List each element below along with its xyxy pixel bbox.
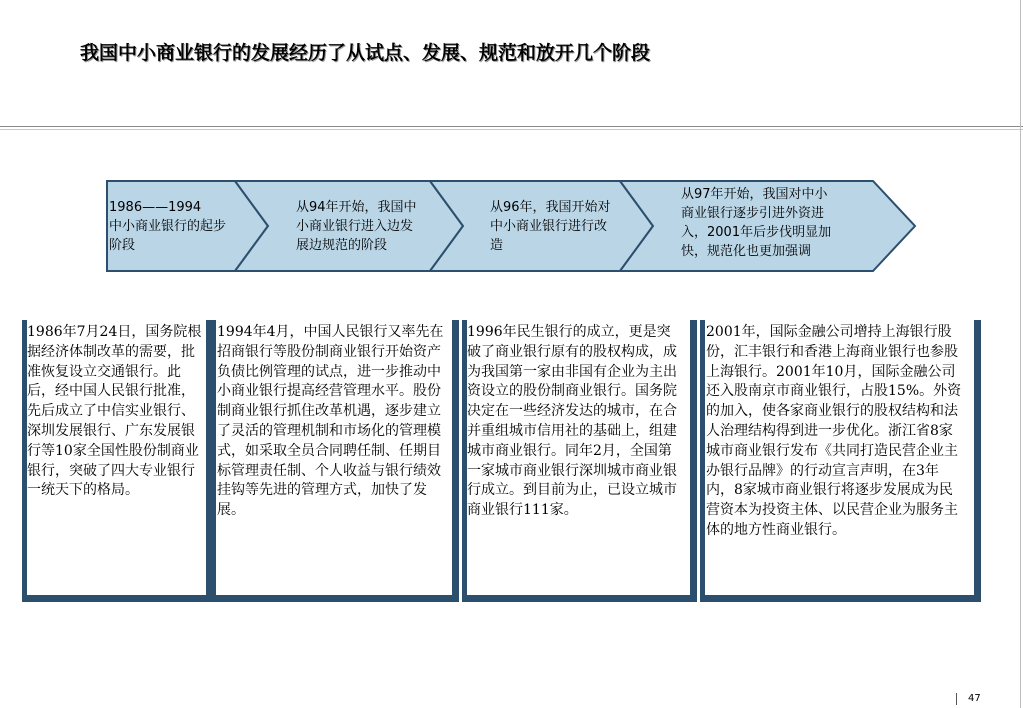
- detail-text-3: 1996年民生银行的成立，更是突破了商业银行原有的股权构成，成为我国第一家由非国有企业为主出资设立的股份制商业银行。国务院决定在一些经济发达的城市，在合并重组城市信用社的基础上，组建城市商业银行。同年2月，全国第一家城市商业银行深圳城市商业银行成立。到目前为止，已设立城市商业银行111家。: [467, 323, 684, 521]
- stage-4-line4: 快，规范化也更加强调: [681, 244, 812, 259]
- stage-4-line2: 商业银行逐步引进外资进: [681, 206, 825, 221]
- stage-2-line2: 小商业银行进入边发: [296, 219, 414, 234]
- stage-text-1: [109, 198, 226, 255]
- stage-3-line2: 中小商业银行进行改: [490, 219, 608, 234]
- page-title: 我国中小商业银行的发展经历了从试点、发展、规范和放开几个阶段: [80, 42, 651, 64]
- detail-text-1: 1986年7月24日，国务院根据经济体制改革的需要，批准恢复设立交通银行。此后，经中国人民银行批准，先后成立了中信实业银行、深圳发展银行、广东发展银行等10家全国性股份制商业银行，突破了四大专业银行一统天下的格局。: [27, 323, 202, 501]
- stage-2-line1: 从94年开始，我国中: [296, 200, 417, 215]
- stage-2-line3: 展边规范的阶段: [296, 238, 388, 253]
- stage-1-line2: 中小商业银行的起步: [109, 219, 227, 234]
- stage-1-line1: 1986——1994: [109, 200, 202, 215]
- detail-text-2: 1994年4月，中国人民银行又率先在招商银行等股份制商业银行开始资产负债比例管理的试点，进一步推动中小商业银行提高经营管理水平。股份制商业银行抓住改革机遇，逐步建立了灵活的管理机制和市场化的管理模式，如采取全员合同聘任制、任期目标管理责任制、个人收益与银行绩效挂钩等先进的管理方式，加快了发展。: [217, 323, 448, 521]
- stage-4-line3: 入，2001年后步伐明显加: [681, 225, 832, 240]
- stage-1-line3: 阶段: [109, 238, 136, 253]
- detail-text-4: 2001年，国际金融公司增持上海银行股份，汇丰银行和香港上海商业银行也参股上海银行。2001年10月，国际金融公司还入股南京市商业银行，占股15%。外资的加入，使各家商业银行的股权结构和法人治理结构得到进一步优化。浙江省8家城市商业银行发布《共同打造民营企业主办银行品牌》的行动宣言声明，在3年内，8家城市商业银行将逐步发展成为民营资本为投资主体、以民营企业为服务主体的地方性商业银行。: [706, 323, 966, 541]
- stage-text-2: [296, 198, 417, 255]
- footer-separator: [956, 693, 957, 705]
- stage-timeline-arrows: [0, 0, 1023, 300]
- stage-3-line1: 从96年，我国开始对: [490, 200, 611, 215]
- stage-4-line1: 从97年开始，我国对中小: [681, 187, 828, 202]
- stage-text-3: [490, 198, 611, 255]
- stage-3-line3: 造: [490, 238, 504, 253]
- stage-text-4: [681, 185, 831, 261]
- page-number: 47: [968, 693, 981, 704]
